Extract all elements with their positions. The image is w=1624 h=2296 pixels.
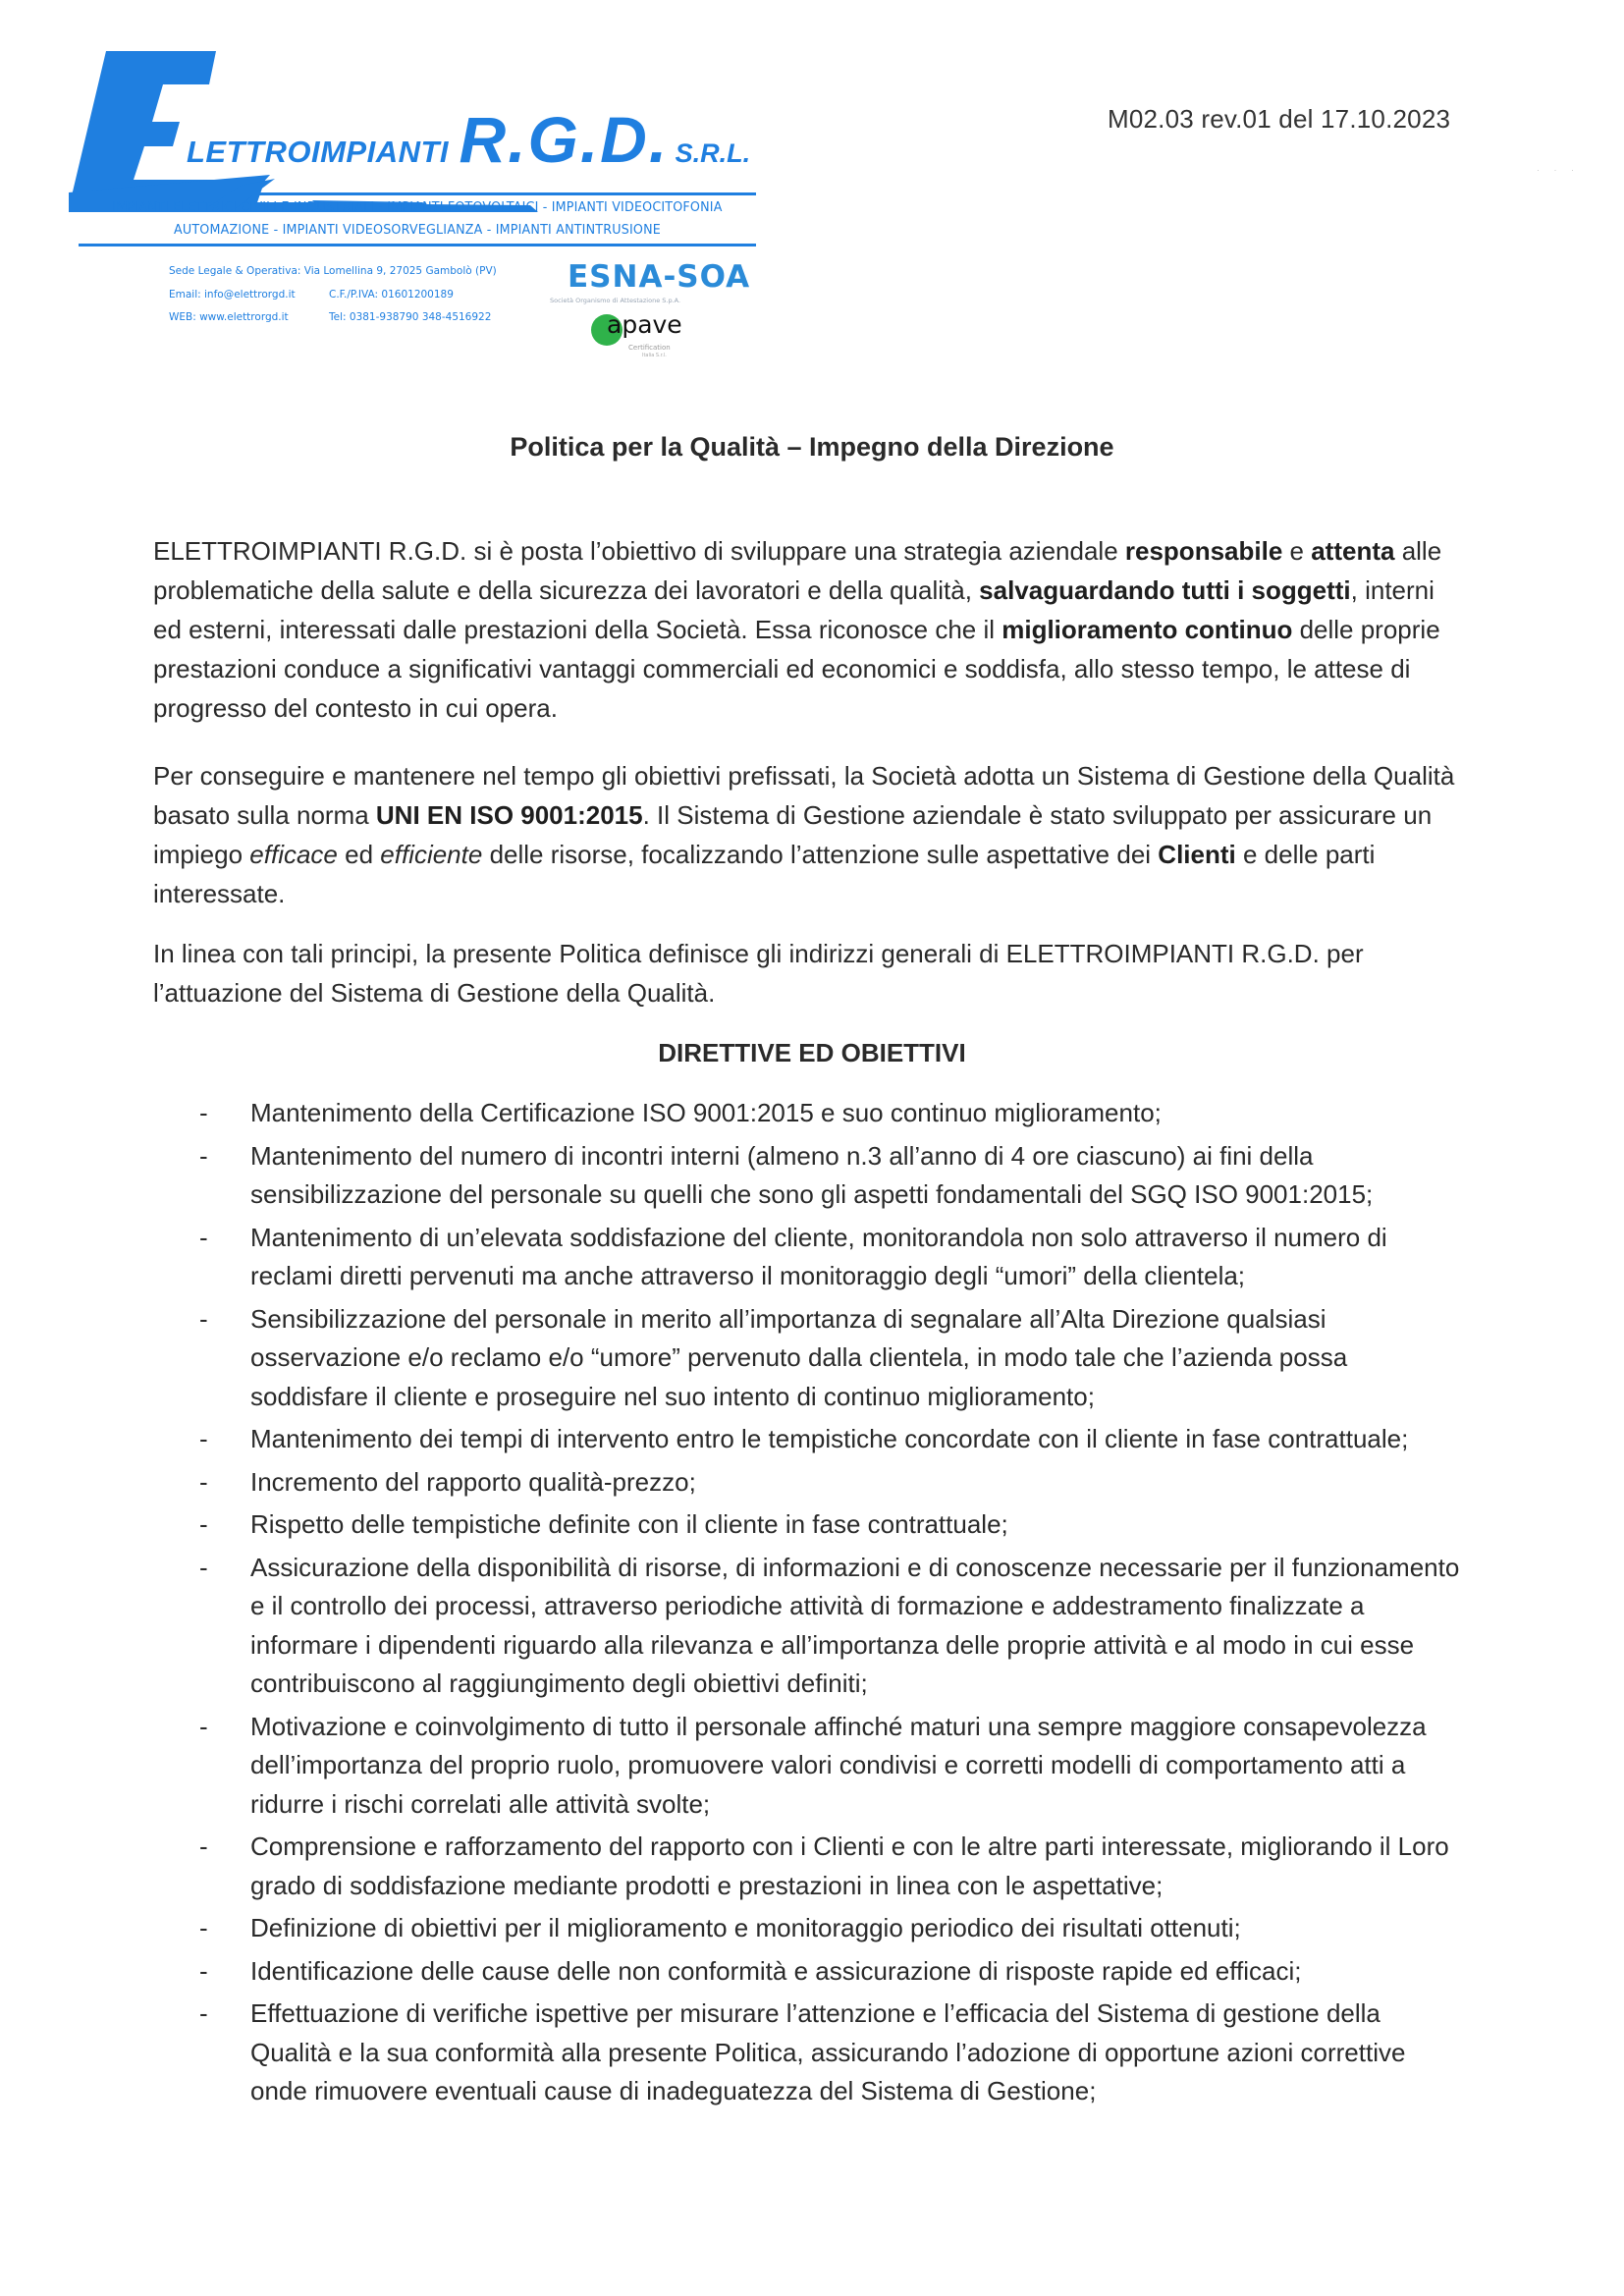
- directive-text: Sensibilizzazione del personale in merito all’importanza di segnalare all’Alta Direzione qualsiasi osservazione e/o reclamo e/o “umore” pervenuto dalla clientela, in modo tale che l’azienda possa soddisfare il cliente e proseguire nel suo intento di continuo miglioramento;: [250, 1303, 1348, 1411]
- emphasis-bold: salvaguardando tutti i soggetti: [979, 575, 1351, 605]
- letterhead: [69, 35, 766, 359]
- company-name-rgd: R.G.D.: [459, 103, 670, 176]
- apave-subtitle: Certification: [628, 344, 671, 352]
- company-legal-form: S.R.L.: [675, 138, 751, 168]
- directive-text: Assicurazione della disponibilità di risorse, di informazioni e di conoscenze necessarie per il funzionamento e il controllo dei processi, attraverso periodiche attività di formazione e addestramento finalizzate a informare i dipendenti riguardo alla rilevanza e all’importanza delle proprie attività e al modo in cui esse contribuiscono al raggiungimento degli obiettivi definiti;: [250, 1552, 1460, 1698]
- list-item: [0, 1420, 1468, 1459]
- bullet-dash: -: [199, 1552, 208, 1582]
- company-name: [187, 102, 750, 177]
- emphasis-italic: efficiente: [380, 840, 483, 869]
- contact-email[interactable]: Email: info@elettrorgd.it: [169, 289, 296, 301]
- scan-artifact: · · ·: [1537, 165, 1580, 175]
- esna-soa-subtitle: Società Organismo di Attestazione S.p.A.: [550, 297, 681, 304]
- directive-text: Mantenimento dei tempi di intervento entro le tempistiche concordate con il cliente in fase contrattuale;: [250, 1424, 1409, 1453]
- services-line-1: IMPIANTI ELETTRICI CIVILI E INDUSTRIALI - IMPIANTI FOTOVOLTAICI - IMPIANTI VIDEOCITOFONIA: [112, 199, 723, 215]
- principles-paragraph: In linea con tali principi, la presente Politica definisce gli indirizzi generali di ELETTROIMPIANTI R.G.D. per l’attuazione del Sistema di Gestione della Qualità.: [153, 939, 1364, 1008]
- directive-text: Mantenimento della Certificazione ISO 9001:2015 e suo continuo miglioramento;: [250, 1098, 1162, 1127]
- list-item: [0, 1995, 1468, 2111]
- section-heading-directives: DIRETTIVE ED OBIETTIVI: [658, 1038, 966, 1067]
- bullet-dash: -: [199, 1424, 208, 1453]
- company-name-main: LETTROIMPIANTI: [187, 135, 450, 169]
- contact-tax-id: C.F./P.IVA: 01601200189: [329, 289, 454, 301]
- bullet-dash: -: [199, 1140, 208, 1171]
- directive-text: Mantenimento del numero di incontri interni (almeno n.3 all’anno di 4 ore ciascuno) ai fini della sensibilizzazione del personale su quelli che sono gli aspetti fondamentali del SGQ ISO 9001:2015;: [250, 1140, 1374, 1209]
- list-item: [0, 1828, 1468, 1905]
- emphasis-bold: responsabile: [1124, 536, 1283, 566]
- bullet-dash: -: [199, 1303, 208, 1334]
- directive-text: Rispetto delle tempistiche definite con il cliente in fase contrattuale;: [250, 1509, 1008, 1539]
- bullet-dash: -: [199, 1222, 208, 1252]
- esna-soa-logo: ESNA-SOA: [568, 259, 751, 295]
- directive-text: Identificazione delle cause delle non conformità e assicurazione di risposte rapide ed efficaci;: [250, 1955, 1302, 1986]
- bullet-dash: -: [199, 1998, 208, 2028]
- contact-phone: Tel: 0381-938790 348-4516922: [329, 311, 492, 323]
- apave-wordmark: apave: [607, 310, 682, 339]
- list-item: [0, 1137, 1468, 1215]
- contact-address: Sede Legale & Operativa: Via Lomellina 9, 27025 Gambolò (PV): [169, 265, 497, 277]
- bullet-dash: -: [199, 1913, 208, 1942]
- directive-text: Motivazione e coinvolgimento di tutto il personale affinché maturi una sempre maggiore consapevolezza dell’importanza del proprio ruolo, promuovere valori condivisi e corretti modelli di comportamento atti a ridurre i rischi correlati alle attività svolte;: [250, 1711, 1427, 1819]
- list-item: [0, 1300, 1468, 1417]
- list-item: [0, 1219, 1468, 1296]
- apave-subtitle-2: Italia S.r.l.: [642, 353, 667, 358]
- directive-text: Incremento del rapporto qualità-prezzo;: [250, 1466, 696, 1497]
- bullet-dash: -: [199, 1509, 208, 1539]
- page-title: Politica per la Qualità – Impegno della Direzione: [510, 432, 1114, 462]
- emphasis-bold: attenta: [1311, 536, 1395, 566]
- bullet-dash: -: [199, 1466, 208, 1497]
- apave-logo: [591, 308, 699, 363]
- list-item: [0, 1505, 1468, 1545]
- bullet-dash: -: [199, 1098, 208, 1127]
- document-code: M02.03 rev.01 del 17.10.2023: [1108, 104, 1451, 134]
- intro-paragraph: ELETTROIMPIANTI R.G.D. si è posta l’obiettivo di sviluppare una strategia aziendale responsabile e attenta alle problematiche della salute e della sicurezza dei lavoratori e della qualità, salvaguardando tutti i soggetti, interni ed esterni, interessati dalle prestazioni della Società. Essa riconosce che il miglioramento continuo delle proprie prestazioni conduce a significativi vantaggi commerciali ed economici e soddisfa, allo stesso tempo, le attese di progresso del contesto in cui opera.: [153, 536, 1442, 723]
- directive-text: Effettuazione di verifiche ispettive per misurare l’attenzione e l’efficacia del Sistema di gestione della Qualità e la sua conformità alla presente Politica, assicurando l’adozione di opportune azioni correttive onde rimuovere eventuali cause di inadeguatezza del Sistema di Gestione;: [250, 1998, 1406, 2105]
- list-item: [0, 1952, 1468, 1992]
- qms-paragraph: Per conseguire e mantenere nel tempo gli obiettivi prefissati, la Società adotta un Sistema di Gestione della Qualità basato sulla norma UNI EN ISO 9001:2015. Il Sistema di Gestione aziendale è stato sviluppato per assicurare un impiego efficace ed efficiente delle risorse, focalizzando l’attenzione sulle aspettative dei Clienti e delle parti interessate.: [153, 761, 1455, 908]
- list-item: [0, 1549, 1468, 1704]
- services-line-2: AUTOMAZIONE - IMPIANTI VIDEOSORVEGLIANZA - IMPIANTI ANTINTRUSIONE: [174, 222, 661, 238]
- directives-list: [0, 1094, 1624, 2115]
- list-item: [0, 1463, 1468, 1503]
- directive-text: Definizione di obiettivi per il miglioramento e monitoraggio periodico dei risultati ottenuti;: [250, 1913, 1241, 1942]
- emphasis-italic: efficace: [249, 840, 338, 869]
- list-item: [0, 1094, 1468, 1133]
- emphasis-bold: UNI EN ISO 9001:2015: [375, 800, 643, 830]
- bullet-dash: -: [199, 1955, 208, 1986]
- letterhead-rule-top: [79, 192, 756, 195]
- emphasis-bold: Clienti: [1158, 840, 1236, 869]
- directive-text: Comprensione e rafforzamento del rapporto con i Clienti e con le altre parti interessate, migliorando il Loro grado di soddisfazione mediante prodotti e prestazioni in linea con le aspettative;: [250, 1831, 1449, 1900]
- bullet-dash: -: [199, 1831, 208, 1861]
- bullet-dash: -: [199, 1711, 208, 1741]
- directive-text: Mantenimento di un’elevata soddisfazione del cliente, monitorandola non solo attraverso il numero di reclami diretti pervenuti ma anche attraverso il monitoraggio degli “umori” della clientela;: [250, 1222, 1387, 1290]
- list-item: [0, 1909, 1468, 1948]
- letterhead-rule-bottom: [79, 244, 756, 246]
- contact-web[interactable]: WEB: www.elettrorgd.it: [169, 311, 289, 323]
- emphasis-bold: miglioramento continuo: [1001, 615, 1293, 644]
- list-item: [0, 1708, 1468, 1825]
